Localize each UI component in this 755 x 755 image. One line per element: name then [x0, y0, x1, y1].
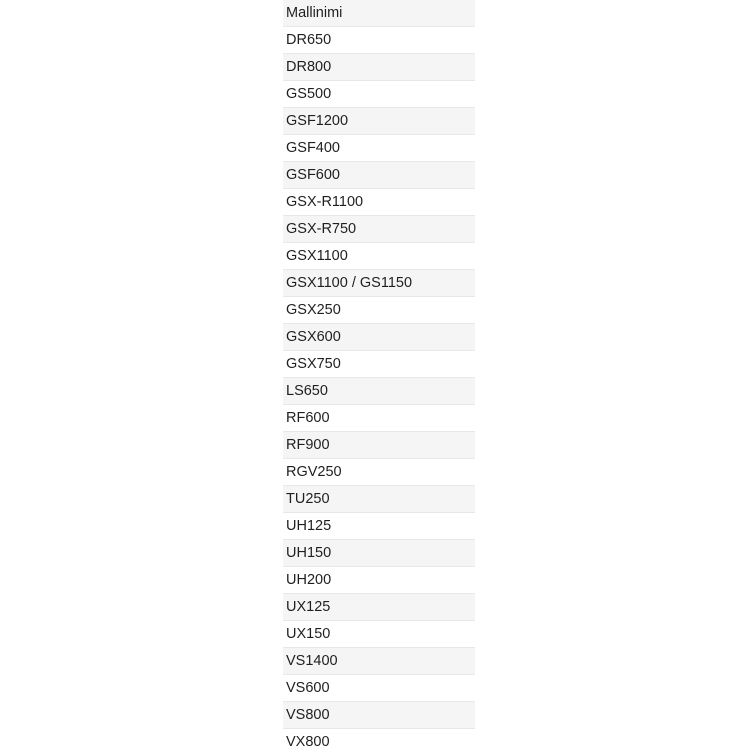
list-item[interactable]: GSX250	[283, 297, 475, 324]
list-item[interactable]: GSX750	[283, 351, 475, 378]
list-item[interactable]: GSX-R750	[283, 216, 475, 243]
list-item[interactable]: RGV250	[283, 459, 475, 486]
list-item[interactable]: GSF400	[283, 135, 475, 162]
list-item[interactable]: GSF1200	[283, 108, 475, 135]
list-item[interactable]: LS650	[283, 378, 475, 405]
list-item[interactable]: UH125	[283, 513, 475, 540]
list-item[interactable]: GS500	[283, 81, 475, 108]
list-item[interactable]: VS800	[283, 702, 475, 729]
list-item[interactable]: DR800	[283, 54, 475, 81]
list-item[interactable]: GSX-R1100	[283, 189, 475, 216]
list-item[interactable]: TU250	[283, 486, 475, 513]
list-item[interactable]: GSX1100 / GS1150	[283, 270, 475, 297]
list-item[interactable]: UX125	[283, 594, 475, 621]
list-item[interactable]: VX800	[283, 729, 475, 755]
list-item[interactable]: VS600	[283, 675, 475, 702]
list-item[interactable]: DR650	[283, 27, 475, 54]
list-item[interactable]: GSF600	[283, 162, 475, 189]
list-item[interactable]: RF900	[283, 432, 475, 459]
list-item[interactable]: GSX1100	[283, 243, 475, 270]
list-item[interactable]: UX150	[283, 621, 475, 648]
list-item[interactable]: VS1400	[283, 648, 475, 675]
list-item[interactable]: Mallinimi	[283, 0, 475, 27]
list-item[interactable]: UH150	[283, 540, 475, 567]
list-item[interactable]: GSX600	[283, 324, 475, 351]
list-item[interactable]: RF600	[283, 405, 475, 432]
list-item[interactable]: UH200	[283, 567, 475, 594]
model-list	[283, 0, 475, 755]
